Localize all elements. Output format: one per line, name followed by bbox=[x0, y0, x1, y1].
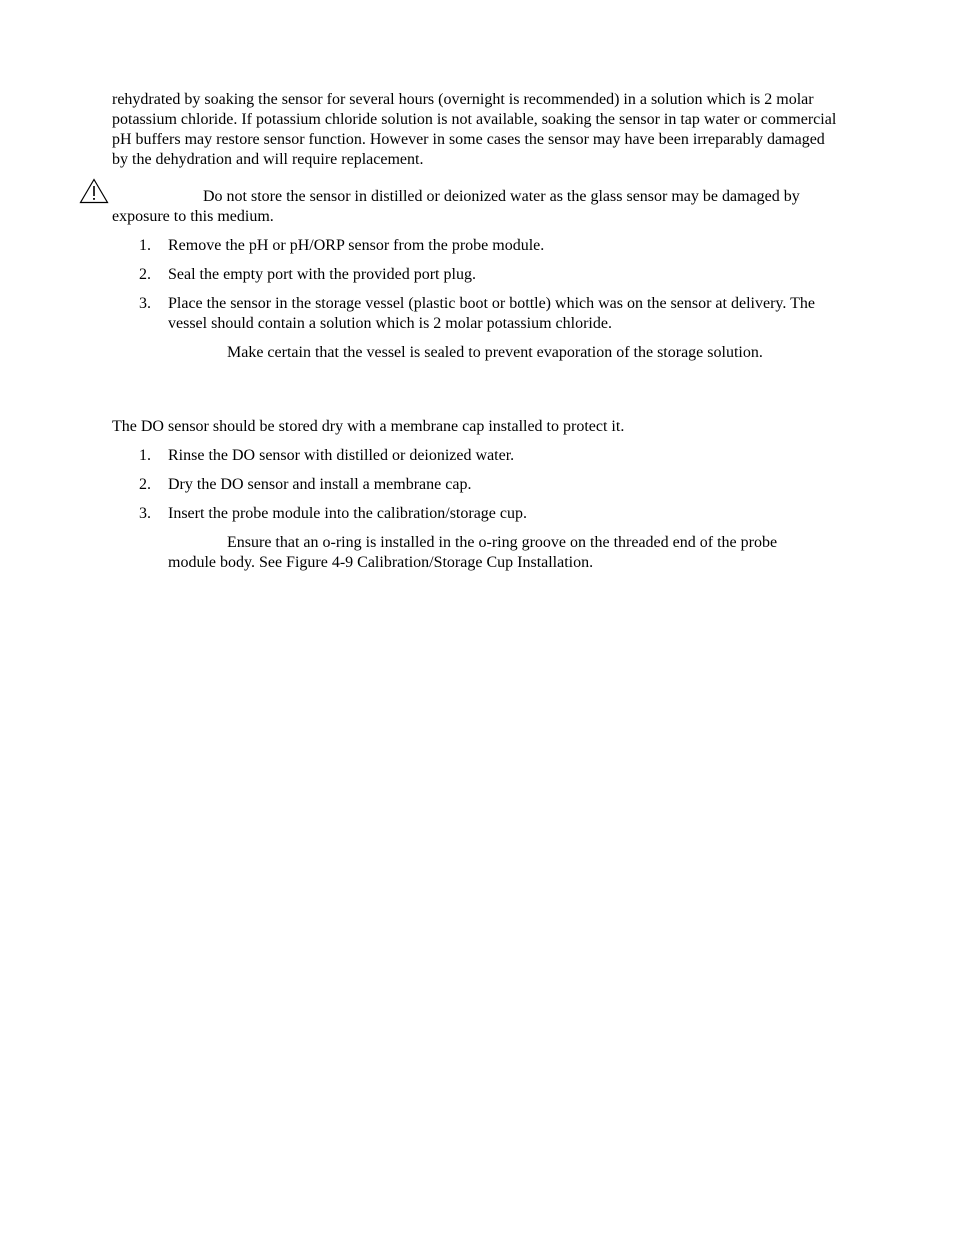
step-number: 1. bbox=[139, 447, 151, 464]
do-paragraph: The DO sensor should be stored dry with a membrane cap installed to protect it. bbox=[112, 418, 625, 435]
step-text: Seal the empty port with the provided port plug. bbox=[168, 266, 476, 283]
step-number: 3. bbox=[139, 505, 151, 522]
step-number: 2. bbox=[139, 476, 151, 493]
intro-paragraph: rehydrated by soaking the sensor for several hours (overnight is recommended) in a solution which is 2 molar potassium chloride. If potassium chloride solution is not available, soaking the sensor in tap water or commercial pH buffers may restore sensor function. However in some cases the sensor may have been irreparably damaged by the dehydration and will require replacement. bbox=[112, 91, 837, 168]
step-number: 2. bbox=[139, 266, 151, 283]
step-text: Place the sensor in the storage vessel (plastic boot or bottle) which was on the sensor at delivery. The vessel should contain a solution which is 2 molar potassium chloride. bbox=[168, 295, 815, 332]
step-text: Rinse the DO sensor with distilled or deionized water. bbox=[168, 447, 515, 464]
do-note: Ensure that an o-ring is installed in the o-ring groove on the threaded end of the probe module body. See Figure 4-9 Calibration/Storage Cup Installation. bbox=[168, 534, 778, 571]
step-text: Remove the pH or pH/ORP sensor from the probe module. bbox=[168, 237, 545, 254]
step-text: Dry the DO sensor and install a membrane cap. bbox=[168, 476, 472, 493]
ph-note: Make certain that the vessel is sealed to prevent evaporation of the storage solution. bbox=[227, 344, 763, 361]
step-number: 1. bbox=[139, 237, 151, 254]
step-text: Insert the probe module into the calibration/storage cup. bbox=[168, 505, 527, 522]
step-number: 3. bbox=[139, 295, 151, 312]
warning-triangle-icon bbox=[79, 178, 109, 204]
caution-text: Do not store the sensor in distilled or deionized water as the glass sensor may be damaged by exposure to this medium. bbox=[112, 188, 800, 225]
